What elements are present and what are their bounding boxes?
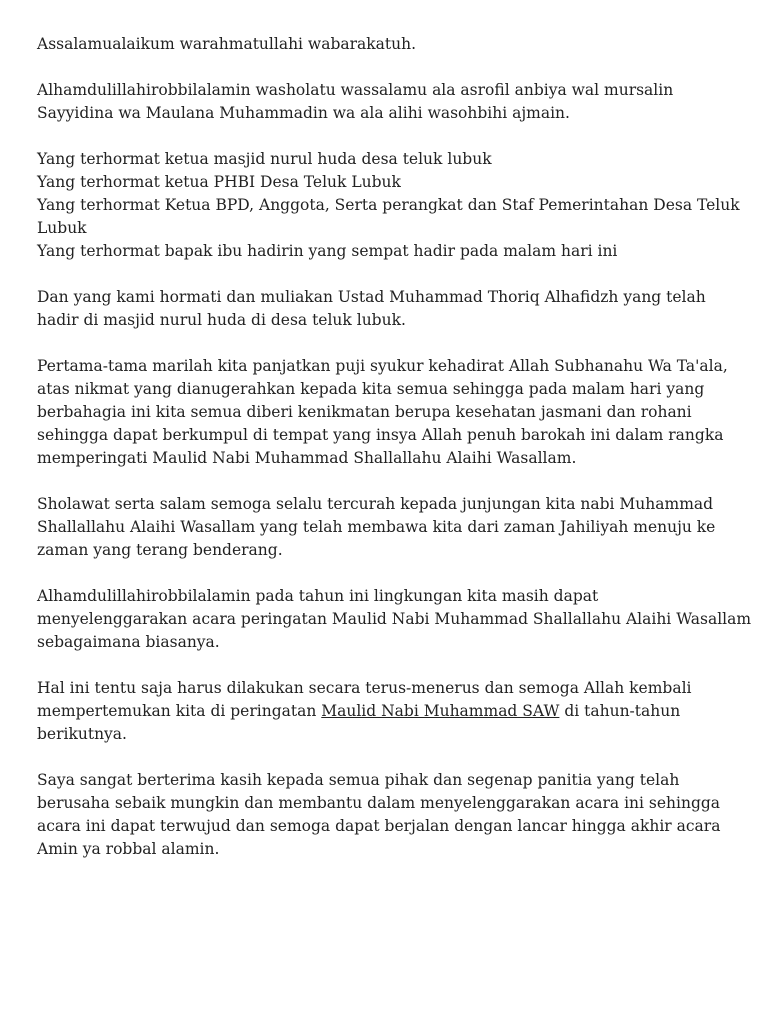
text-line: memperingati Maulid Nabi Muhammad Shallallahu Alaihi Wasallam. xyxy=(37,449,577,467)
text-line: Assalamualaikum warahmatullahi wabarakatuh. xyxy=(37,35,417,53)
text-line: Saya sangat berterima kasih kepada semua pihak dan segenap panitia yang telah xyxy=(37,771,680,789)
honored-guest-paragraph xyxy=(37,286,737,332)
text-line: sebagaimana biasanya. xyxy=(37,633,220,651)
speech-document xyxy=(37,33,752,884)
text-line: hadir di masjid nurul huda di desa teluk lubuk. xyxy=(37,311,406,329)
text-line-with-link xyxy=(37,700,737,723)
text-line: Hal ini tentu saja harus dilakukan secara terus-menerus dan semoga Allah kembali xyxy=(37,679,692,697)
text-line: Lubuk xyxy=(37,219,87,237)
opening-paragraph xyxy=(37,79,737,125)
thanks-paragraph xyxy=(37,769,737,861)
text-segment: mempertemukan kita di peringatan xyxy=(37,702,322,720)
text-line: Sholawat serta salam semoga selalu tercurah kepada junjungan kita nabi Muhammad xyxy=(37,495,714,513)
text-line: Yang terhormat Ketua BPD, Anggota, Serta perangkat dan Staf Pemerintahan Desa Teluk xyxy=(37,196,740,214)
text-line: Yang terhormat ketua PHBI Desa Teluk Lubuk xyxy=(37,173,401,191)
text-line: Dan yang kami hormati dan muliakan Ustad Muhammad Thoriq Alhafidzh yang telah xyxy=(37,288,706,306)
text-line: Yang terhormat ketua masjid nurul huda desa teluk lubuk xyxy=(37,150,492,168)
event-paragraph xyxy=(37,585,752,654)
text-line: Shallallahu Alaihi Wasallam yang telah membawa kita dari zaman Jahiliyah menuju ke xyxy=(37,518,716,536)
text-line: zaman yang terang benderang. xyxy=(37,541,283,559)
text-line: berbahagia ini kita semua diberi kenikmatan berupa kesehatan jasmani dan rohani xyxy=(37,403,692,421)
text-line: acara ini dapat terwujud dan semoga dapat berjalan dengan lancar hingga akhir acara xyxy=(37,817,721,835)
maulid-nabi-link[interactable]: Maulid Nabi Muhammad SAW xyxy=(321,702,560,720)
text-line: sehingga dapat berkumpul di tempat yang insya Allah penuh barokah ini dalam rangka xyxy=(37,426,724,444)
text-line: Alhamdulillahirobbilalamin pada tahun ini lingkungan kita masih dapat xyxy=(37,587,599,605)
salutations-paragraph xyxy=(37,148,740,263)
text-line: Pertama-tama marilah kita panjatkan puji syukur kehadirat Allah Subhanahu Wa Ta'ala, xyxy=(37,357,728,375)
text-line: Alhamdulillahirobbilalamin washolatu wassalamu ala asrofil anbiya wal mursalin xyxy=(37,81,674,99)
text-line: menyelenggarakan acara peringatan Maulid Nabi Muhammad Shallallahu Alaihi Wasallam xyxy=(37,610,752,628)
text-line: berusaha sebaik mungkin dan membantu dalam menyelenggarakan acara ini sehingga xyxy=(37,794,721,812)
text-line: berikutnya. xyxy=(37,725,127,743)
text-line: Sayyidina wa Maulana Muhammadin wa ala alihi wasohbihi ajmain. xyxy=(37,104,570,122)
text-line: Yang terhormat bapak ibu hadirin yang sempat hadir pada malam hari ini xyxy=(37,242,618,260)
greeting-paragraph xyxy=(37,33,737,56)
text-line: atas nikmat yang dianugerahkan kepada kita semua sehingga pada malam hari yang xyxy=(37,380,705,398)
continuity-paragraph xyxy=(37,677,737,746)
sholawat-paragraph xyxy=(37,493,737,562)
gratitude-paragraph xyxy=(37,355,737,470)
text-line: Amin ya robbal alamin. xyxy=(37,840,220,858)
text-segment: di tahun-tahun xyxy=(559,702,681,720)
